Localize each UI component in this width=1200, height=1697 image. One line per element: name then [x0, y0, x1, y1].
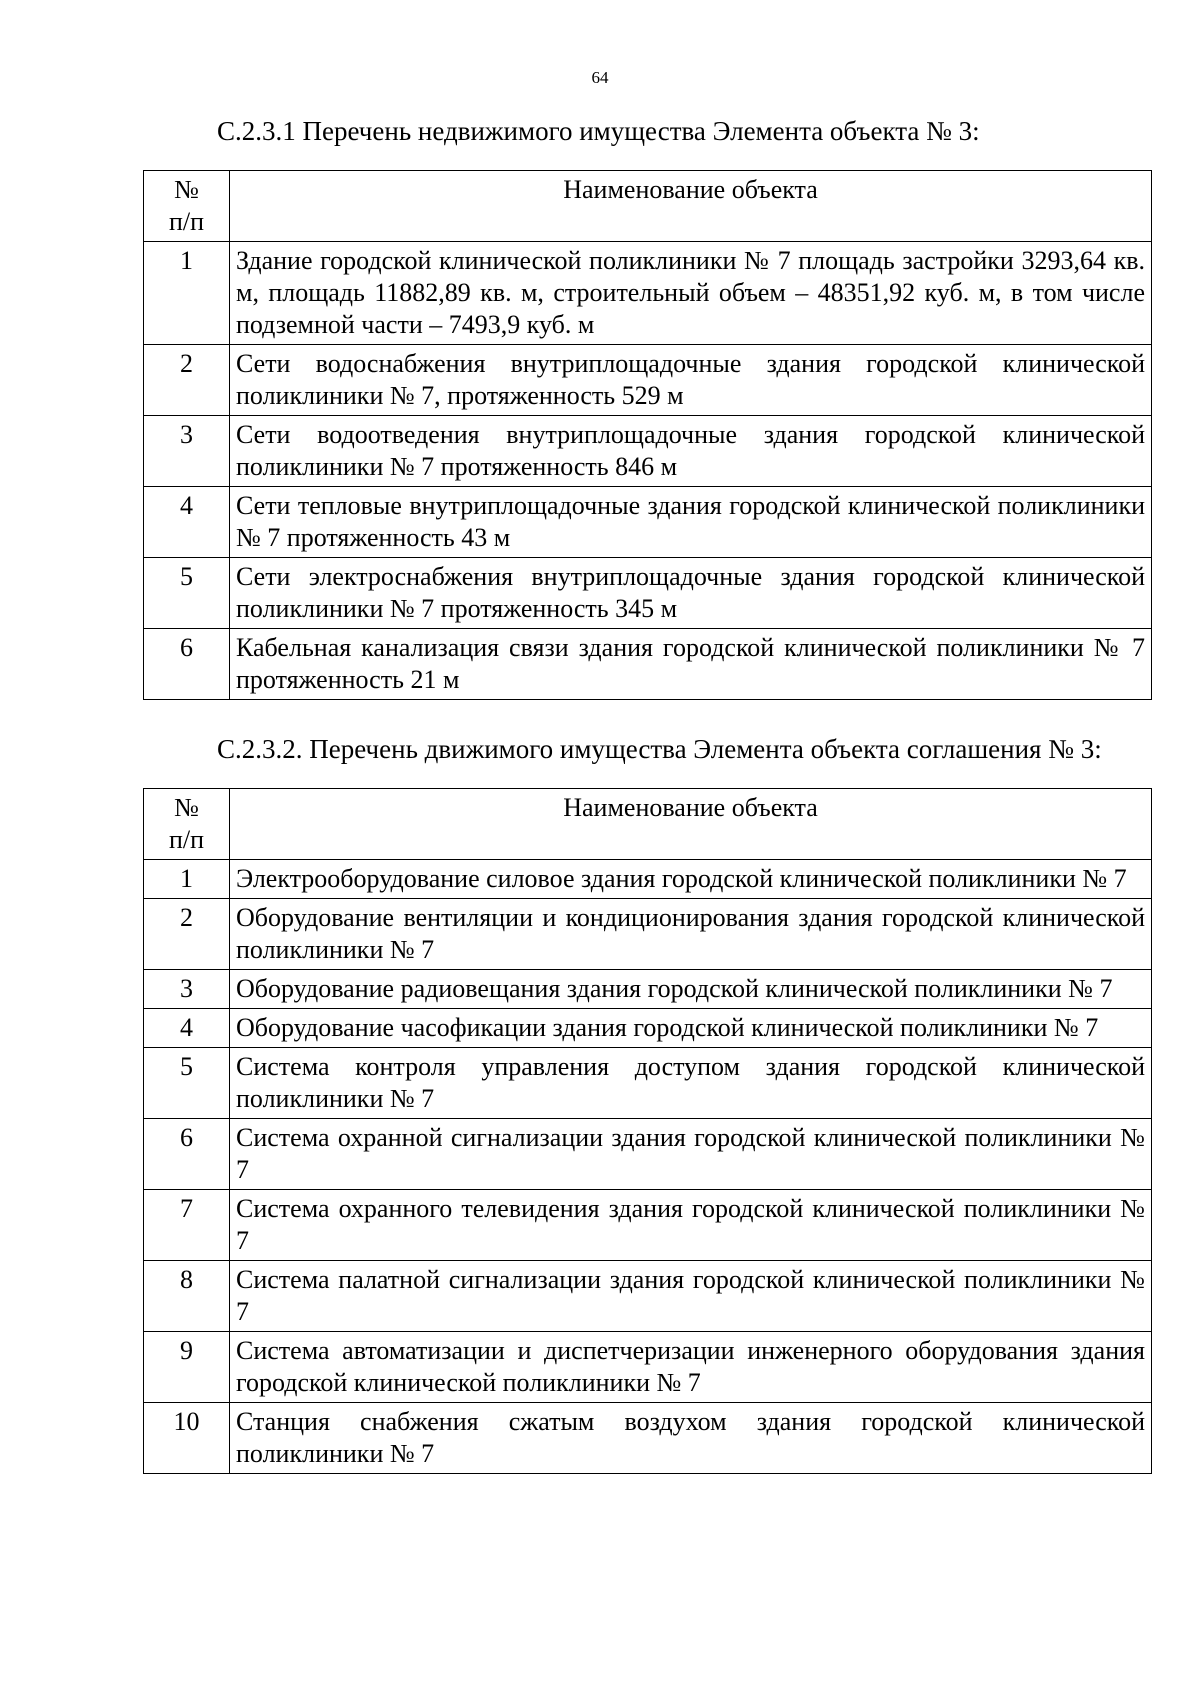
- movable-property-table: [143, 788, 1152, 1474]
- row-number: 9: [144, 1332, 230, 1403]
- row-number: 6: [144, 1119, 230, 1190]
- row-number: 2: [144, 899, 230, 970]
- table-row: [144, 629, 1152, 700]
- column-header-number: [144, 171, 230, 242]
- row-name: Сети тепловые внутриплощадочные здания городской клинической поликлиники № 7 протяженность 43 м: [230, 487, 1152, 558]
- table-row: [144, 970, 1152, 1009]
- row-number: 7: [144, 1190, 230, 1261]
- section-title-movable-property: С.2.3.2. Перечень движимого имущества Элемента объекта соглашения № 3:: [217, 734, 1102, 764]
- row-name: Электрооборудование силовое здания городской клинической поликлиники № 7: [230, 860, 1152, 899]
- column-header-name: Наименование объекта: [230, 789, 1152, 860]
- row-number: 4: [144, 487, 230, 558]
- row-name: Сети водоотведения внутриплощадочные здания городской клинической поликлиники № 7 протяженность 846 м: [230, 416, 1152, 487]
- table-row: [144, 1332, 1152, 1403]
- table-row: [144, 1403, 1152, 1474]
- table-row: [144, 1119, 1152, 1190]
- table-header-row: [144, 789, 1152, 860]
- row-number: 10: [144, 1403, 230, 1474]
- real-estate-table: [143, 170, 1152, 700]
- table-row: [144, 860, 1152, 899]
- page-number: 64: [591, 68, 609, 87]
- column-header-number-line1: №: [174, 175, 199, 204]
- row-name: Система охранной сигнализации здания городской клинической поликлиники № 7: [230, 1119, 1152, 1190]
- row-number: 2: [144, 345, 230, 416]
- column-header-number-line2: п/п: [168, 207, 205, 236]
- table-row: [144, 1048, 1152, 1119]
- row-name: Сети электроснабжения внутриплощадочные здания городской клинической поликлиники № 7 протяженность 345 м: [230, 558, 1152, 629]
- row-name: Система охранного телевидения здания городской клинической поликлиники № 7: [230, 1190, 1152, 1261]
- column-header-number: [144, 789, 230, 860]
- section-title-real-estate: С.2.3.1 Перечень недвижимого имущества Элемента объекта № 3:: [217, 116, 980, 146]
- table-row: [144, 899, 1152, 970]
- table-row: [144, 1261, 1152, 1332]
- row-number: 6: [144, 629, 230, 700]
- table-row: [144, 416, 1152, 487]
- table-row: [144, 1009, 1152, 1048]
- row-number: 8: [144, 1261, 230, 1332]
- table-row: [144, 558, 1152, 629]
- row-number: 1: [144, 242, 230, 345]
- row-name: Оборудование часофикации здания городской клинической поликлиники № 7: [230, 1009, 1152, 1048]
- table-header-row: [144, 171, 1152, 242]
- row-name: Система контроля управления доступом здания городской клинической поликлиники № 7: [230, 1048, 1152, 1119]
- table-row: [144, 1190, 1152, 1261]
- row-number: 3: [144, 416, 230, 487]
- row-name: Сети водоснабжения внутриплощадочные здания городской клинической поликлиники № 7, протяженность 529 м: [230, 345, 1152, 416]
- column-header-number-line2: п/п: [168, 825, 205, 854]
- column-header-number-line1: №: [174, 793, 199, 822]
- row-name: Система палатной сигнализации здания городской клинической поликлиники № 7: [230, 1261, 1152, 1332]
- table-row: [144, 242, 1152, 345]
- row-name: Кабельная канализация связи здания городской клинической поликлиники № 7 протяженность 21 м: [230, 629, 1152, 700]
- table-row: [144, 487, 1152, 558]
- table-row: [144, 345, 1152, 416]
- row-name: Здание городской клинической поликлиники № 7 площадь застройки 3293,64 кв. м, площадь 11882,89 кв. м, строительный объем – 48351,92 куб. м, в том числе подземной части – 7493,9 куб. м: [230, 242, 1152, 345]
- column-header-name: Наименование объекта: [230, 171, 1152, 242]
- row-name: Станция снабжения сжатым воздухом здания городской клинической поликлиники № 7: [230, 1403, 1152, 1474]
- row-name: Оборудование радиовещания здания городской клинической поликлиники № 7: [230, 970, 1152, 1009]
- row-number: 3: [144, 970, 230, 1009]
- row-number: 5: [144, 1048, 230, 1119]
- row-number: 5: [144, 558, 230, 629]
- row-number: 4: [144, 1009, 230, 1048]
- row-name: Оборудование вентиляции и кондиционирования здания городской клинической поликлиники № 7: [230, 899, 1152, 970]
- row-name: Система автоматизации и диспетчеризации инженерного оборудования здания городской клинической поликлиники № 7: [230, 1332, 1152, 1403]
- row-number: 1: [144, 860, 230, 899]
